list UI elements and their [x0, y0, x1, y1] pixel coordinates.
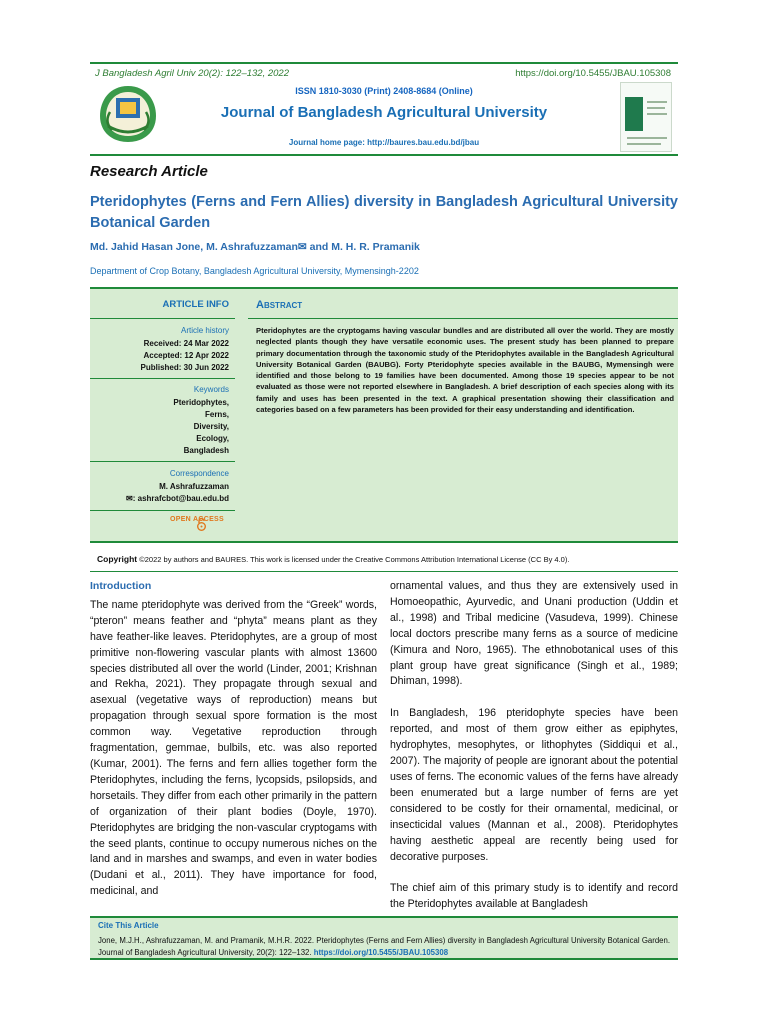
- copyright-rule: [90, 571, 678, 572]
- cite-heading: Cite This Article: [98, 921, 159, 930]
- cite-this-article-box: [90, 916, 678, 960]
- history-received: Received: 24 Mar 2022: [143, 339, 229, 348]
- copyright-notice: [97, 554, 569, 564]
- keywords-title: Keywords: [193, 385, 229, 394]
- cite-doi-link[interactable]: https://doi.org/10.5455/JBAU.105308: [313, 947, 449, 957]
- keyword: Diversity,: [193, 422, 229, 431]
- body-paragraph: ornamental values, and thus they are extensively used in Homoeopathic, Ayurvedic, and Unani production (Uddin et al., 1998) and Tribal medicine (Vasudeva, 1999). Chinese local doctors prescribe many ferns as a source of medicine (Kimura and Noro, 1965). The ethnobotanical uses of this plant group have great significance (Singh et al., 1989; Dhiman, 1998).: [390, 580, 678, 688]
- abstract-heading: Abstract: [256, 299, 303, 311]
- article-type: Research Article: [90, 163, 208, 180]
- journal-homepage-link[interactable]: Journal home page: http://baures.bau.edu.bd/jbau: [288, 138, 480, 147]
- journal-title: Journal of Bangladesh Agricultural University: [220, 104, 548, 121]
- open-access-label: OPEN ACCESS: [170, 516, 224, 523]
- abstract-column: [248, 289, 678, 541]
- authors: Md. Jahid Hasan Jone, M. Ashrafuzzaman✉ and M. H. R. Pramanik: [90, 241, 420, 253]
- history-published: Published: 30 Jun 2022: [140, 363, 229, 372]
- article-info-heading: ARTICLE INFO: [162, 299, 229, 310]
- article-info-box: [90, 287, 678, 543]
- abstract-text: Pteridophytes are the cryptogams having vascular bundles and are distributed all over the world. They are mostly neglected plants though they have versatile economic uses. The present study has been planned to prepare primary documentation through the taxonomic study of the Pteridophytes available in the Bangladesh Agricultural University Botanical Garden (BAUBG). Forty Pteridophyte species available in the BAUBG, Mymensingh were identified and those belong to 19 families have been documented. Among those 19 species appear to be not evaluated as those were not reported elsewhere in Bangladesh. A brief description of each species along with its family and uses has been presented in the text. A graphical presentation showing their classification and categories based on a few parameters has been provided for their easy understanding and identification.: [256, 326, 674, 415]
- correspondent-name: M. Ashrafuzzaman: [159, 482, 229, 491]
- keyword: Ecology,: [196, 434, 229, 443]
- cite-text: [98, 935, 670, 958]
- affiliation: Department of Crop Botany, Bangladesh Agricultural University, Mymensingh-2202: [90, 266, 419, 276]
- body-paragraph: The chief aim of this primary study is to identify and record the Pteridophytes available at Bangladesh: [390, 882, 678, 911]
- issn: ISSN 1810-3030 (Print) 2408-8684 (Online): [295, 86, 473, 96]
- keyword: Bangladesh: [183, 446, 229, 455]
- keyword: Ferns,: [204, 410, 229, 419]
- body-right-column: [390, 579, 678, 929]
- article-title: Pteridophytes (Ferns and Fern Allies) diversity in Bangladesh Agricultural University Botanical Garden: [90, 194, 678, 231]
- history-accepted: Accepted: 12 Apr 2022: [143, 351, 229, 360]
- history-title: Article history: [180, 326, 229, 335]
- body-paragraph: The name pteridophyte was derived from the “Greek” words, “pteron” means feather and “phyta” means plant as they have feather-like leaves. Pteridophytes, are a group of most primitive non-flowering vascular plants with almost 13600 species distributed all over the world (Linder, 2001; Krishnan and Rekha, 2021). They propagate through sexual and asexual (vegetative ways of reproduction) means but propagation through sexual spore formation is the most common way. Vegetative reproduction through fragmentation, gemmae, bulbils, etc. was also reported (Kumar, 2001). The ferns and fern allies together form the Pteridophytes, including the ferns, lycopsids, psilopsids, and horsetails. They differ from each other primarily in the pattern of organization of their plant bodies (Doyle, 1970). Pteridophytes are bridging the non-vascular cryptogams with the seed plants, continue to occupy numerous niches on the land and in marshes and swamps, and even in water bodies (Dudani et al., 2011). They have importance for food, medicinal, and: [90, 598, 377, 898]
- doi-link[interactable]: https://doi.org/10.5455/JBAU.105308: [515, 68, 671, 79]
- article-info-column: [90, 289, 235, 541]
- introduction-heading: Introduction: [90, 580, 152, 592]
- body-left-column: [90, 579, 377, 916]
- correspondence-title: Correspondence: [169, 469, 229, 478]
- copyright-text: ©2022 by authors and BAURES. This work is licensed under the Creative Commons Attribution International License (CC By 4.0).: [139, 555, 570, 564]
- journal-cover-thumbnail: [620, 82, 672, 152]
- correspondent-email[interactable]: ✉: ashrafcbot@bau.edu.bd: [126, 494, 229, 503]
- body-paragraph: In Bangladesh, 196 pteridophyte species have been reported, and most of them grow either as epiphytes, hydrophytes, mesophytes, or lithophytes (Siddiqui et al., 2007). The majority of people are ignorant about the potential uses of ferns. The economic values of the ferns have already been enumerated but a large number of ferns are yet considered to be costly for their ornamental, medicinal, or insecticidal values (Mannan et al., 2008). Pteridophytes having aesthetic appeal are recently being used for decorative purposes.: [390, 707, 678, 863]
- header-top-rule: [90, 62, 678, 64]
- header-bottom-rule: [90, 154, 678, 156]
- cite-reference: Jone, M.J.H., Ashrafuzzaman, M. and Pramanik, M.H.R. 2022. Pteridophytes (Ferns and Fern Allies) diversity in Bangladesh Agricultural University Botanical Garden. Journal of Bangladesh Agricultural University, 20(2): 122–132.: [98, 936, 670, 957]
- copyright-label: Copyright: [97, 554, 138, 564]
- keyword: Pteridophytes,: [173, 398, 229, 407]
- open-lock-icon: [196, 517, 207, 531]
- journal-citation: J Bangladesh Agril Univ 20(2): 122–132, 2022: [95, 68, 289, 79]
